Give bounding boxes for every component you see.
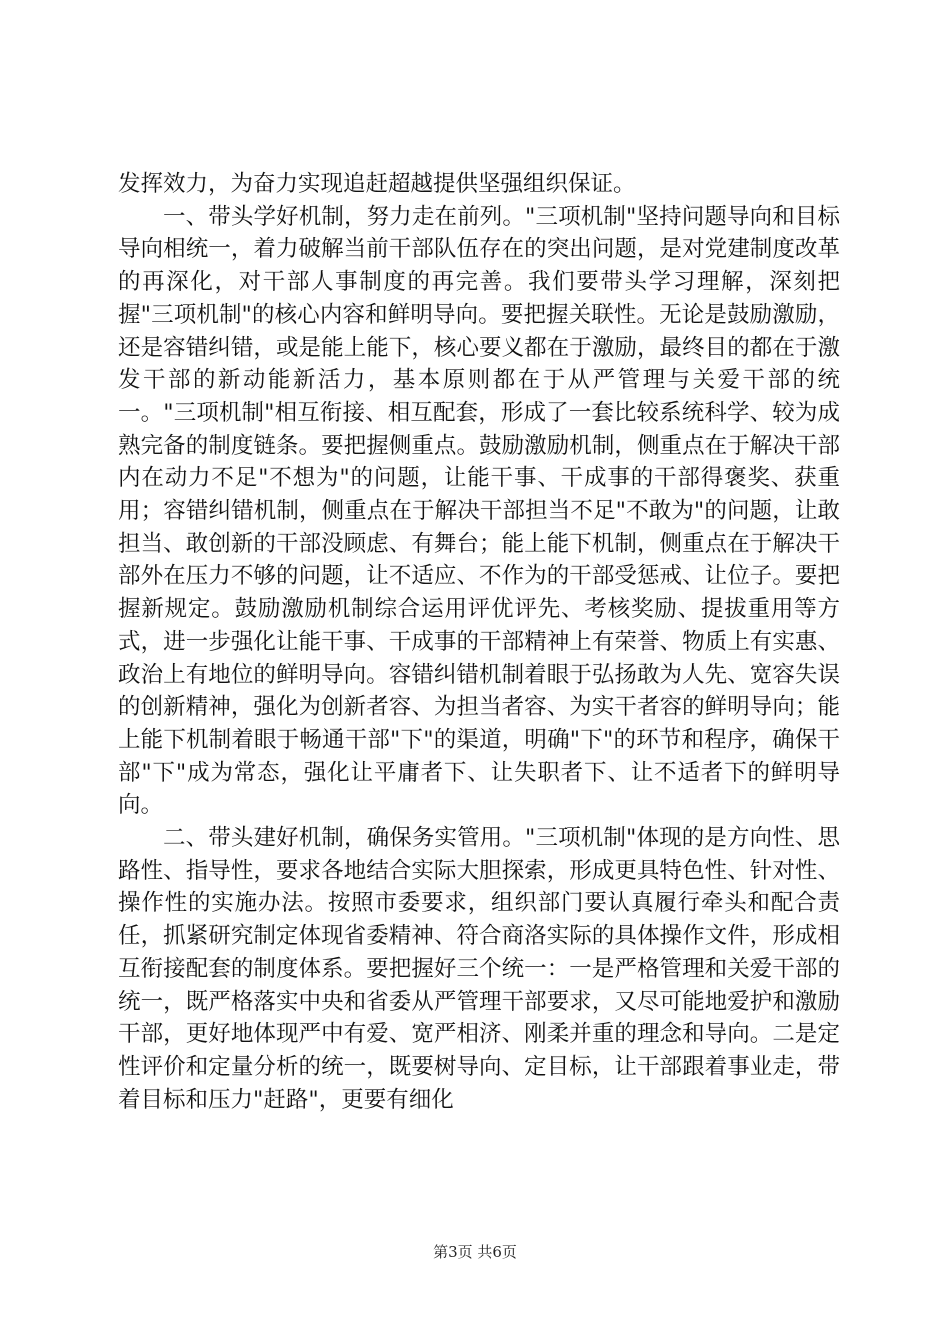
- document-body: [118, 168, 840, 1116]
- paragraph-section-one: 一、带头学好机制，努力走在前列。"三项机制"坚持问题导向和目标导向相统一，着力破解当前干部队伍存在的突出问题，是对党建制度改革的再深化，对干部人事制度的再完善。我们要带头学习理解，深刻把握"三项机制"的核心内容和鲜明导向。要把握关联性。无论是鼓励激励，还是容错纠错，或是能上能下，核心要义都在于激励，最终目的都在于激发干部的新动能新活力，基本原则都在于从严管理与关爱干部的统一。"三项机制"相互衔接、相互配套，形成了一套比较系统科学、较为成熟完备的制度链条。要把握侧重点。鼓励激励机制，侧重点在于解决干部内在动力不足"不想为"的问题，让能干事、干成事的干部得褒奖、获重用；容错纠错机制，侧重点在于解决干部担当不足"不敢为"的问题，让敢担当、敢创新的干部没顾虑、有舞台；能上能下机制，侧重点在于解决干部外在压力不够的问题，让不适应、不作为的干部受惩戒、让位子。要把握新规定。鼓励激励机制综合运用评优评先、考核奖励、提拔重用等方式，进一步强化让能干事、干成事的干部精神上有荣誉、物质上有实惠、政治上有地位的鲜明导向。容错纠错机制着眼于弘扬敢为人先、宽容失误的创新精神，强化为创新者容、为担当者容、为实干者容的鲜明导向；能上能下机制着眼于畅通干部"下"的渠道，明确"下"的环节和程序，确保干部"下"成为常态，强化让平庸者下、让失职者下、让不适者下的鲜明导向。: [118, 203, 840, 819]
- page-number-footer: 第3页 共6页: [433, 1243, 517, 1261]
- paragraph-continuation: 发挥效力，为奋力实现追赶超越提供坚强组织保证。: [118, 171, 636, 197]
- paragraph-section-two: 二、带头建好机制，确保务实管用。"三项机制"体现的是方向性、思路性、指导性，要求各地结合实际大胆探索，形成更具特色性、针对性、操作性的实施办法。按照市委要求，组织部门要认真履行牵头和配合责任，抓紧研究制定体现省委精神、符合商洛实际的具体操作文件，形成相互衔接配套的制度体系。要把握好三个统一：一是严格管理和关爱干部的统一，既严格落实中央和省委从严管理干部要求，又尽可能地爱护和激励干部，更好地体现严中有爱、宽严相济、刚柔并重的理念和导向。二是定性评价和定量分析的统一，既要树导向、定目标，让干部跟着事业走，带着目标和压力"赶路"，更要有细化: [118, 825, 840, 1113]
